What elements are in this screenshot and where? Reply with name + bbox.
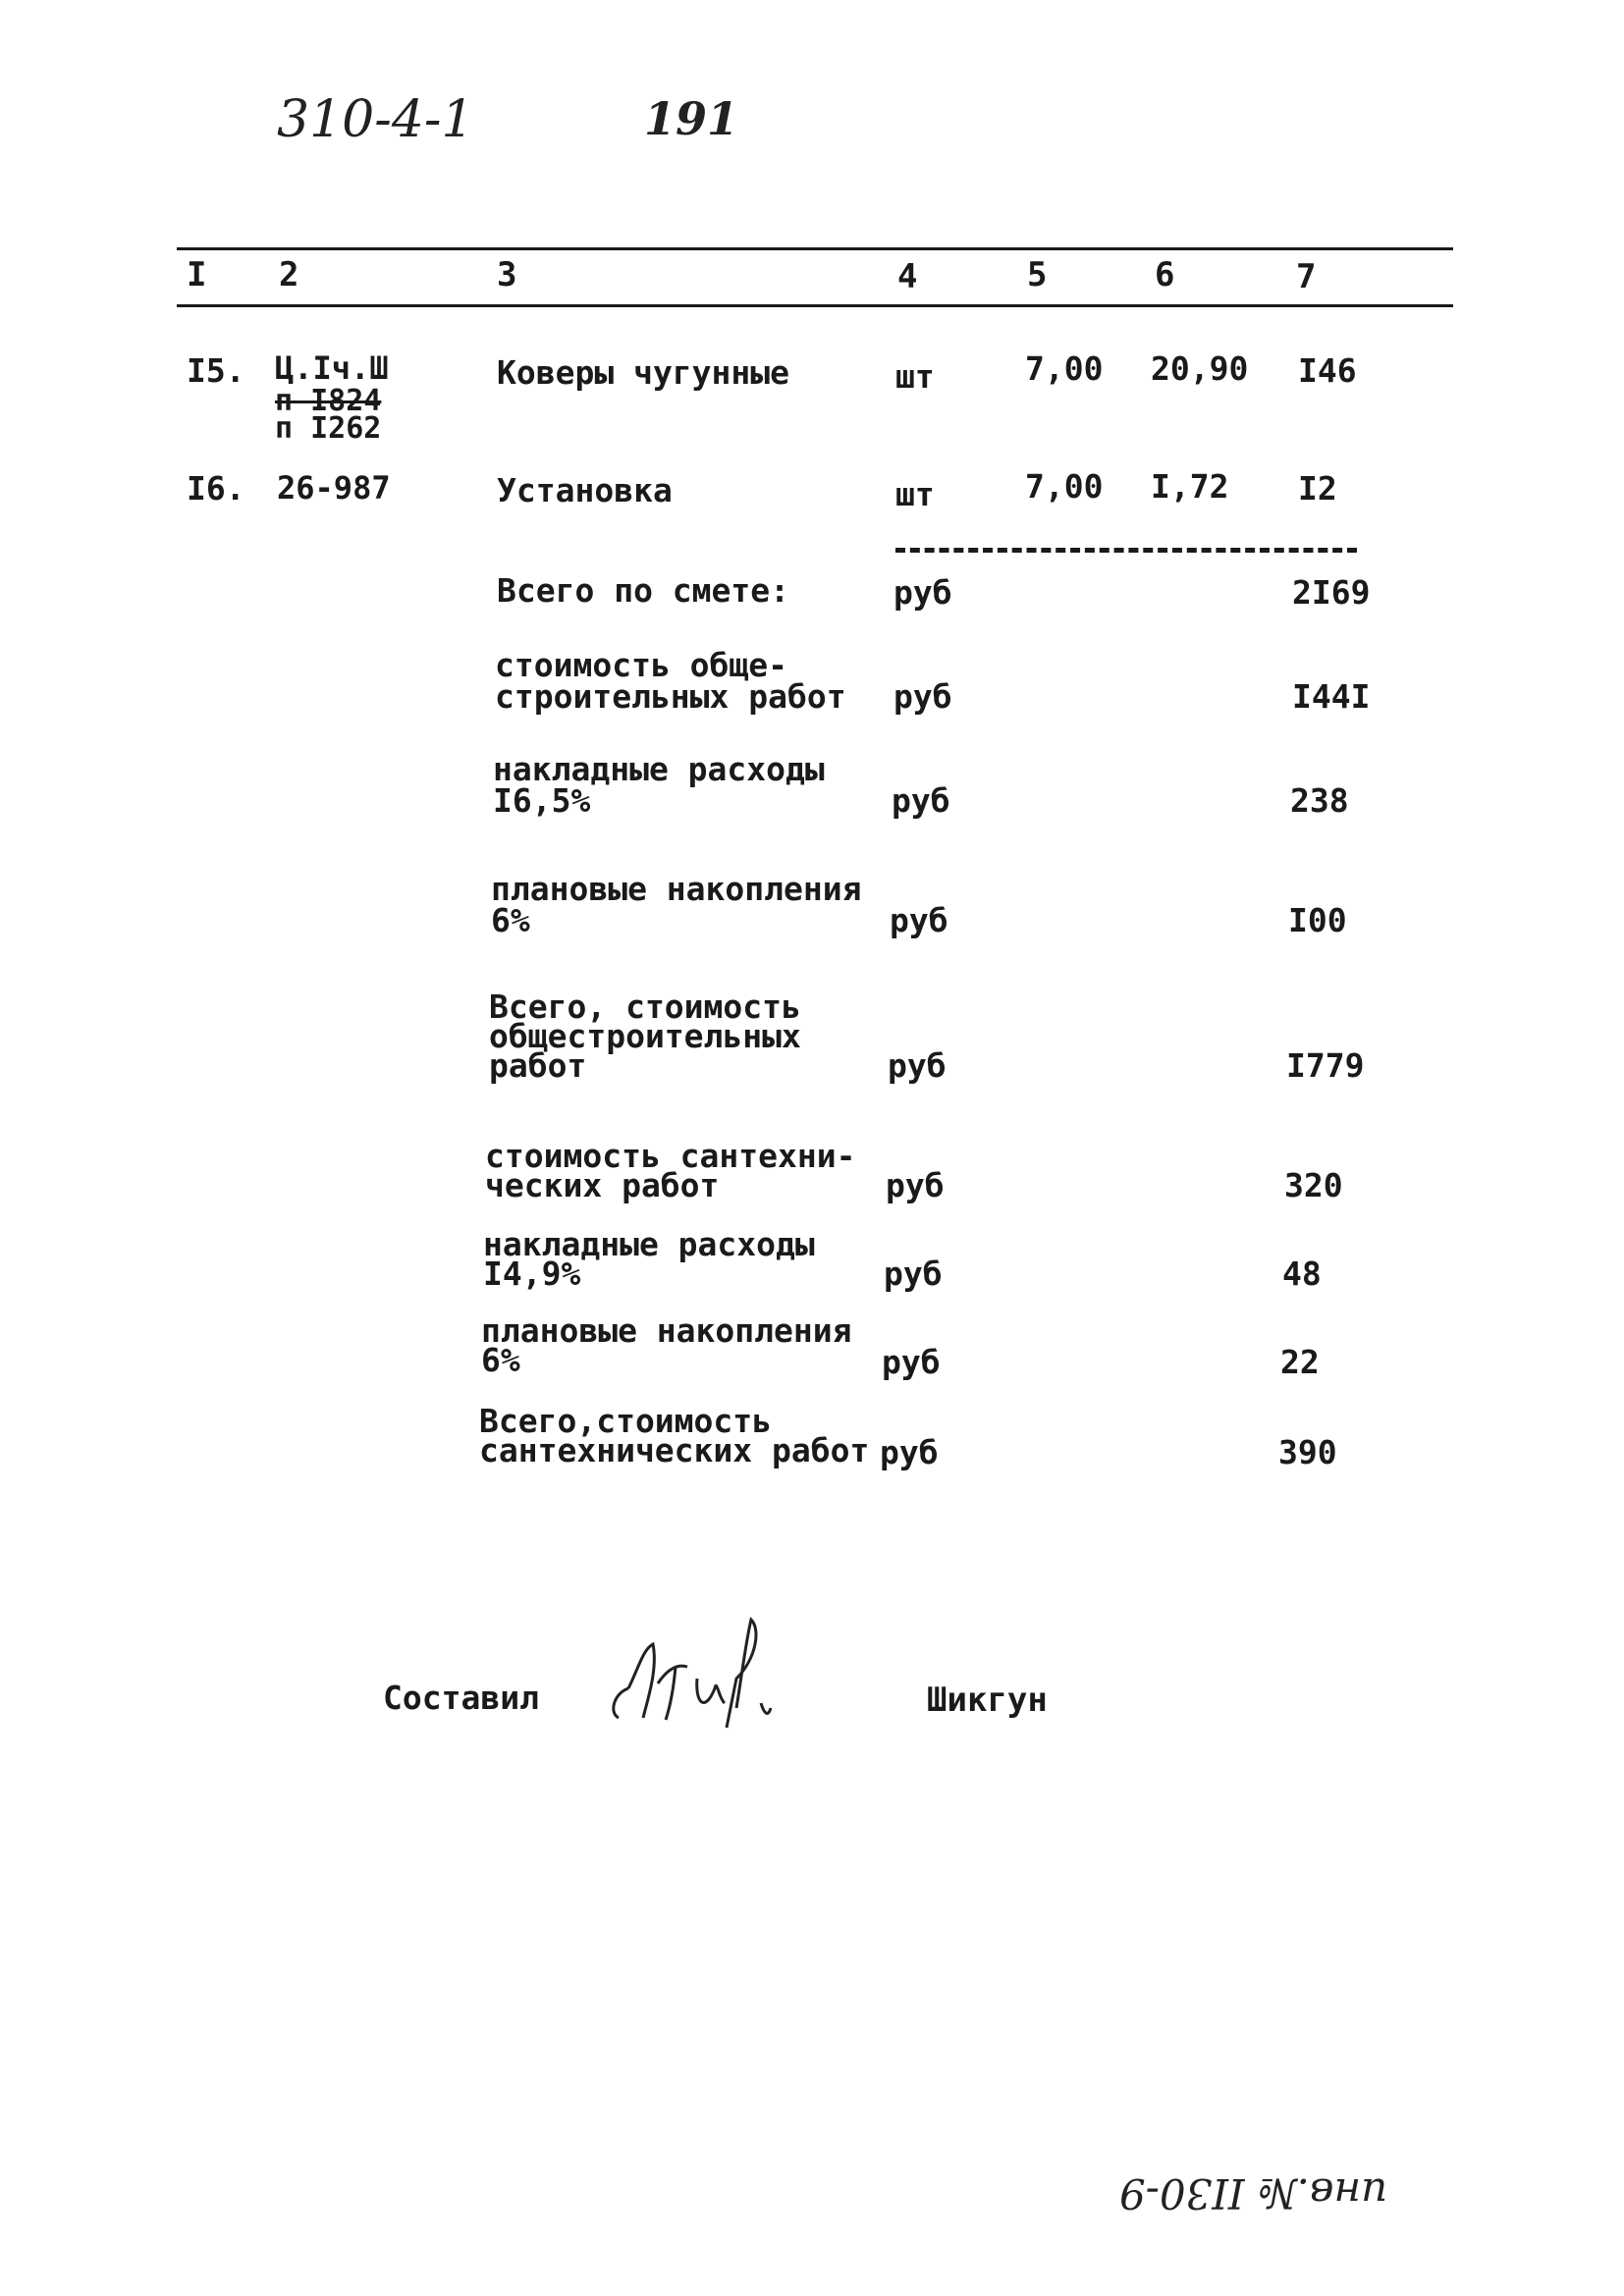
table-top-rule xyxy=(177,247,1453,250)
compiled-by-label: Составил xyxy=(383,1679,539,1717)
summary-label: общестроительных xyxy=(489,1017,801,1055)
summary-label: 6% xyxy=(491,901,530,939)
summary-label: 6% xyxy=(481,1341,520,1379)
row-qty: 7,00 xyxy=(1025,467,1104,506)
summary-label: стоимость сантехни- xyxy=(485,1137,856,1175)
summary-label: плановые накопления xyxy=(491,870,862,908)
summary-value: 390 xyxy=(1278,1433,1337,1471)
summary-unit: руб xyxy=(884,1255,943,1293)
col-header-1: I xyxy=(187,255,207,294)
summary-label: Всего, стоимость xyxy=(489,988,801,1026)
row-total: I46 xyxy=(1298,351,1357,390)
inventory-note: инв.№ II30-9 xyxy=(1119,2169,1388,2217)
compiler-name: Шикгун xyxy=(927,1681,1048,1720)
summary-unit: руб xyxy=(892,781,950,820)
col-header-5: 5 xyxy=(1027,255,1048,294)
dashed-separator xyxy=(895,548,1357,553)
summary-label: Всего по смете: xyxy=(497,571,790,610)
summary-unit: руб xyxy=(888,1046,947,1085)
summary-value: 2I69 xyxy=(1292,573,1371,612)
summary-label: I4,9% xyxy=(483,1255,581,1293)
col-header-6: 6 xyxy=(1155,255,1175,294)
summary-label: работ xyxy=(489,1046,587,1085)
summary-label: строительных работ xyxy=(495,677,846,716)
row-number: I6. xyxy=(187,469,245,507)
summary-unit: руб xyxy=(890,901,948,939)
row-number: I5. xyxy=(187,351,245,390)
summary-value: I44I xyxy=(1292,677,1371,716)
col-header-4: 4 xyxy=(897,257,918,296)
summary-value: 22 xyxy=(1280,1343,1320,1381)
row-qty: 7,00 xyxy=(1025,349,1104,388)
summary-unit: руб xyxy=(893,573,952,612)
summary-label: сантехнических работ xyxy=(479,1431,870,1469)
row-unit: шт xyxy=(895,357,935,396)
row-price: I,72 xyxy=(1151,467,1229,506)
summary-value: I00 xyxy=(1288,901,1347,939)
summary-label: ческих работ xyxy=(485,1166,720,1204)
summary-label: I6,5% xyxy=(493,781,591,820)
row-code-line: п I262 xyxy=(275,411,382,446)
summary-value: 48 xyxy=(1282,1255,1322,1293)
summary-value: 320 xyxy=(1284,1166,1343,1204)
summary-unit: руб xyxy=(882,1343,941,1381)
col-header-7: 7 xyxy=(1296,257,1317,296)
row-code-line: п I824 xyxy=(275,384,382,418)
row-price: 20,90 xyxy=(1151,349,1249,388)
summary-label: накладные расходы xyxy=(483,1225,815,1263)
summary-label: плановые накопления xyxy=(481,1311,852,1350)
col-header-2: 2 xyxy=(279,255,299,294)
row-unit: шт xyxy=(895,475,935,513)
summary-label: накладные расходы xyxy=(493,750,825,788)
summary-value: 238 xyxy=(1290,781,1349,820)
summary-label: стоимость обще- xyxy=(495,646,788,684)
row-total: I2 xyxy=(1298,469,1337,507)
row-name: Установка xyxy=(497,471,673,509)
summary-unit: руб xyxy=(893,677,952,716)
summary-unit: руб xyxy=(880,1433,939,1471)
handwritten-signature xyxy=(599,1610,795,1737)
table-header-rule xyxy=(177,304,1453,307)
page-number: 191 xyxy=(644,92,739,145)
document-number: 310-4-1 xyxy=(277,90,474,149)
row-code-line: Ц.Iч.Ш xyxy=(275,349,389,387)
summary-value: I779 xyxy=(1286,1046,1365,1085)
summary-unit: руб xyxy=(886,1166,945,1204)
row-name: Коверы чугунные xyxy=(497,353,790,392)
summary-label: Всего,стоимость xyxy=(479,1402,773,1440)
row-code-line: 26-987 xyxy=(277,469,391,507)
col-header-3: 3 xyxy=(497,255,517,294)
